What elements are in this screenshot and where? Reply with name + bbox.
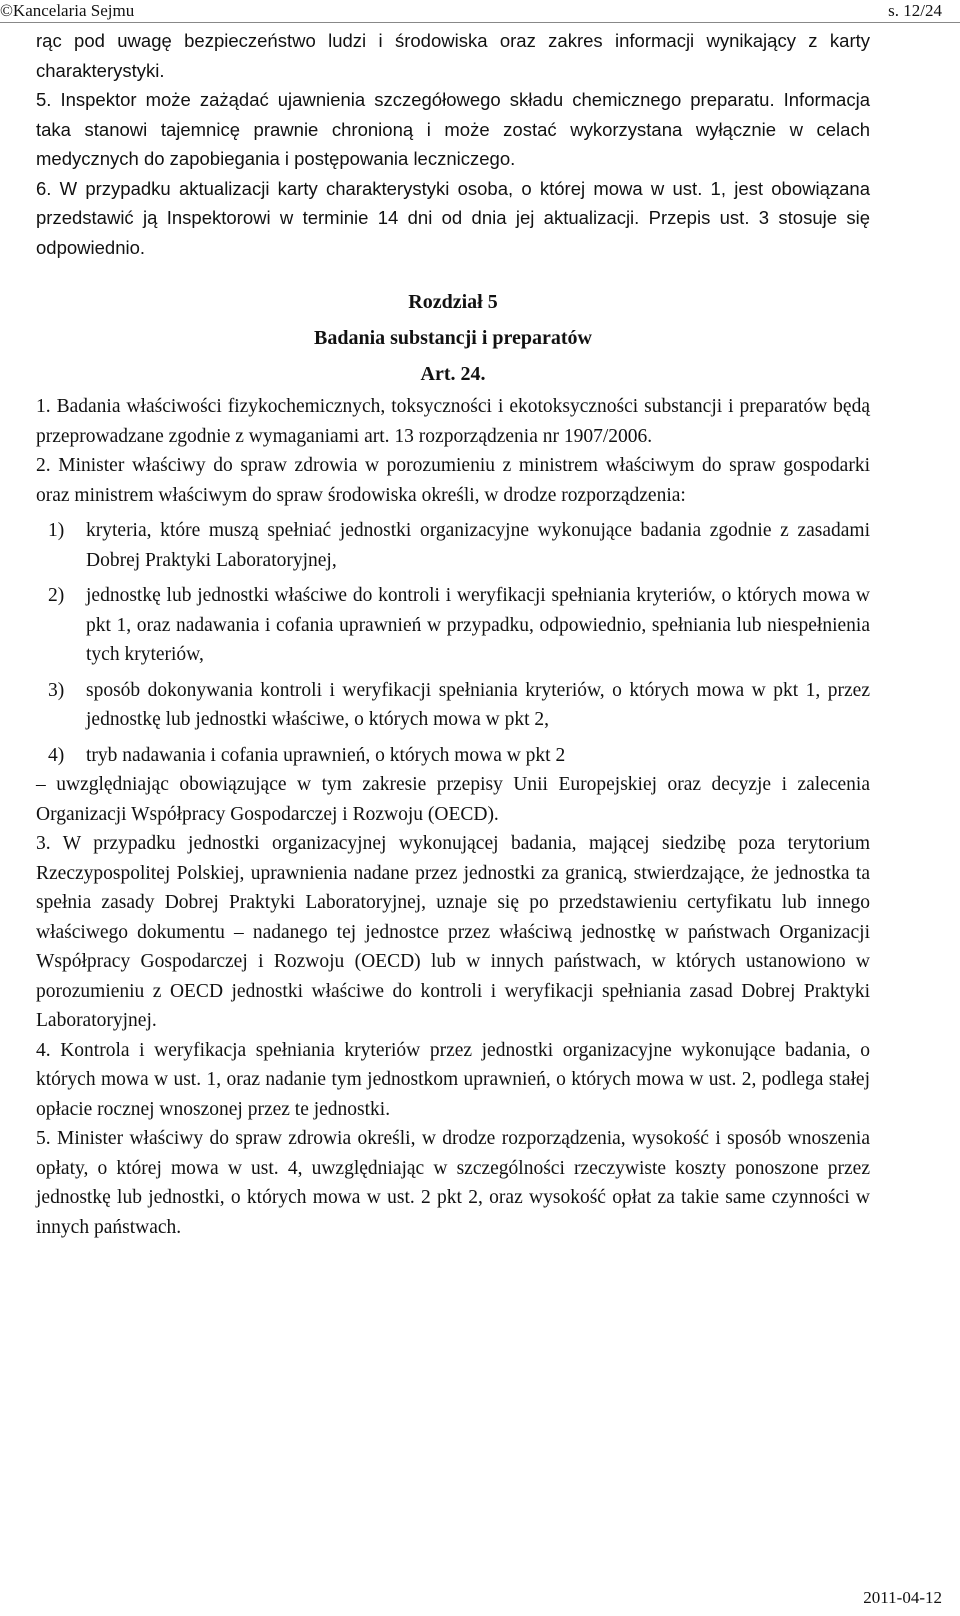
list-item (36, 741, 870, 771)
list-item (36, 516, 870, 575)
article-section-2: 2. Minister właściwy do spraw zdrowia w porozumieniu z ministrem właściwym do spraw gospodarki oraz ministrem właściwym do spraw środowiska określi, w drodze rozporządzenia: (36, 455, 870, 506)
list-item-text: kryteria, które muszą spełniać jednostki organizacyjne wykonujące badania zgodnie z zasadami Dobrej Praktyki Laboratoryjnej, (86, 520, 870, 571)
article-section-3: 3. W przypadku jednostki organizacyjnej wykonującej badania, mającej siedzibę poza terytorium Rzeczypospolitej Polskiej, uprawnienia nadane przez jednostki za granicą, stwierdzające, że jednostka ta spełnia zasady Dobrej Praktyki Laboratoryjnej, uznaje się po przedstawieniu certyfikatu lub innego właściwego dokumentu – nadanego tej jednostce przez właściwą jednostkę w państwach Organizacji Współpracy Gospodarczej i Rozwoju (OECD) lub w innych państwach, w których ustanowiono w porozumieniu z OECD jednostki właściwe do kontroli i weryfikacji spełniania zasad Dobrej Praktyki Laboratoryjnej. (36, 833, 870, 1031)
chapter-number: Rozdział 5 (408, 291, 498, 313)
list-item-number: 2) (48, 585, 65, 606)
chapter-title: Badania substancji i preparatów (313, 327, 592, 349)
list-item-number: 4) (48, 744, 65, 766)
list-item (36, 581, 870, 670)
list-item-number: 1) (48, 520, 65, 541)
list-item-text: jednostkę lub jednostki właściwe do kontroli i weryfikacji spełniania kryteriów, o których mowa w pkt 1, oraz nadawania i cofania uprawnień w przypadku, odpowiednio, spełniania lub niespełnienia tych kryteriów, (86, 585, 870, 665)
article-section-4: 4. Kontrola i weryfikacja spełniania kryteriów przez jednostki organizacyjne wykonujące badania, o których mowa w ust. 1, oraz nadanie tym jednostkom uprawnień, o których mowa w ust. 2, podlega stałej opłacie rocznej wnoszonej przez te jednostki. (36, 1039, 870, 1120)
document-body (36, 26, 870, 1242)
list-item-text: sposób dokonywania kontroli i weryfikacji spełniania kryteriów, o których mowa w pkt 1, przez jednostkę lub jednostki właściwe, o których mowa w pkt 2, (86, 679, 870, 730)
article-section-5: 5. Minister właściwy do spraw zdrowia określi, w drodze rozporządzenia, wysokość i sposób wnoszenia opłaty, o której mowa w ust. 4, uwzględniając w szczególności rzeczywiste koszty ponoszone przez jednostkę lub jednostki, o których mowa w ust. 2 pkt 2, oraz wysokość opłat za takie same czynności w innych państwach. (36, 1128, 870, 1238)
page-header (0, 0, 960, 22)
header-divider (0, 22, 960, 23)
paragraph-6: 6. W przypadku aktualizacji karty charakterystyki osoba, o której mowa w ust. 1, jest obowiązana przedstawić ją Inspektorowi w terminie 14 dni od dnia jej aktualizacji. Przepis ust. 3 stosuje się odpowiednio. (36, 177, 870, 258)
list-item-number: 3) (48, 679, 65, 701)
chapter-heading (36, 284, 870, 356)
article-section-2-closing: – uwzględniając obowiązujące w tym zakresie przepisy Unii Europejskiej oraz decyzje i zalecenia Organizacji Współpracy Gospodarczej i Rozwoju (OECD). (36, 774, 870, 825)
paragraph-continued: rąc pod uwagę bezpieczeństwo ludzi i środowiska oraz zakres informacji wynikający z karty charakterystyki. (36, 30, 870, 81)
page-number: s. 12/24 (888, 1, 942, 20)
list-item (36, 676, 870, 735)
list-item-text: tryb nadawania i cofania uprawnień, o których mowa w pkt 2 (86, 744, 566, 766)
article-section-1: 1. Badania właściwości fizykochemicznych, toksyczności i ekotoksyczności substancji i preparatów będą przeprowadzane zgodnie z wymaganiami art. 13 rozporządzenia nr 1907/2006. (36, 396, 870, 447)
paragraph-5: 5. Inspektor może zażądać ujawnienia szczegółowego składu chemicznego preparatu. Informacja taka stanowi tajemnicę prawnie chronioną i może zostać wykorzystana wyłącznie w celach medycznych do zapobiegania i postępowania leczniczego. (36, 89, 870, 169)
page-footer-date: 2011-04-12 (863, 1588, 942, 1607)
copyright-label: ©Kancelaria Sejmu (0, 1, 135, 20)
article-number: Art. 24. (420, 363, 486, 385)
